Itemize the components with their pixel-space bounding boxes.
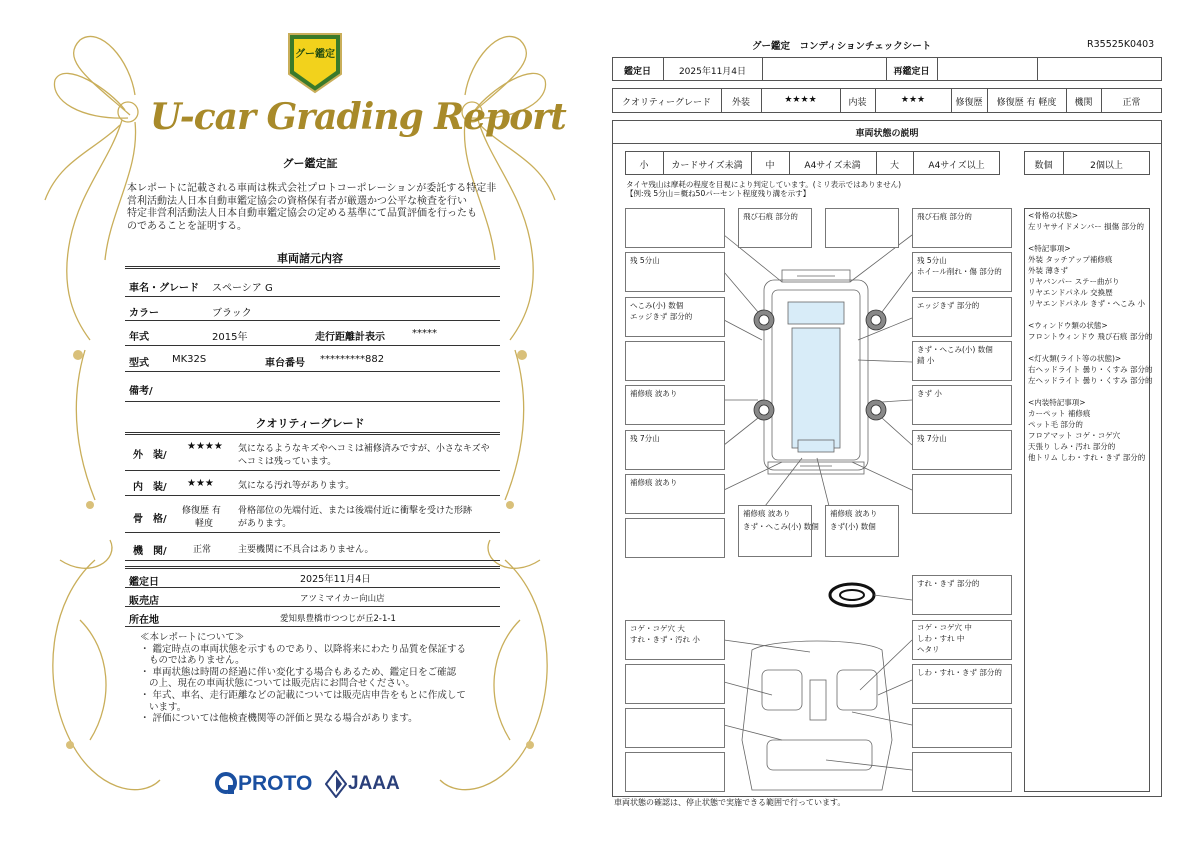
model-label: 型式 xyxy=(129,358,149,369)
appraisal-date-label: 鑑定日 xyxy=(129,577,159,588)
shop-value: アツミマイカー向山店 xyxy=(300,594,385,604)
shop-label: 販売店 xyxy=(129,596,159,607)
report-notes: ≪本レポートについて≫ ・ 鑑定時点の車両状態を示すものであり、以降将来にわたり品質を保証する ものではありません。 ・ 車両状態は時間の経過に伴い変化する場合もあるため、鑑定日をご確認 の上、現在の車両状態については販売店にお問合せください。 ・ 年式、車名、走行距離などの記載については販売店申告をもとに作成して います。 ・ 評価については他検査機関等の評価と異なる場合があります。 xyxy=(140,632,467,725)
color-label: カラー xyxy=(129,308,159,319)
engine-value: 正常 xyxy=(1122,98,1141,108)
jaaa-logo-icon xyxy=(325,770,347,798)
year-label: 年式 xyxy=(129,332,149,343)
mileage-value: ***** xyxy=(412,328,437,339)
color-value: ブラック xyxy=(212,308,252,319)
name-label: 車名・グレード xyxy=(129,283,199,294)
exterior-stars: ★★★★ xyxy=(187,441,223,452)
interior-stars: ★★★ xyxy=(187,478,214,489)
model-value: MK32S xyxy=(172,354,207,365)
tire-note: タイヤ残山は摩耗の程度を目視により判定しています。(ミリ表示ではありません) xyxy=(626,180,902,189)
interior-stars: ★★★ xyxy=(900,95,926,105)
proto-logo: PROTO xyxy=(238,772,313,795)
document-number: R35525K0403 xyxy=(1087,39,1155,50)
certificate-intro: 本レポートに記載される車両は株式会社プロトコーポレーションが委託する特定非 営利活動法人日本自動車鑑定協会の資格保有者が厳選かつ公平な検査を行い 特定非営利活動法人日本自動車鑑定協会の定める基準にて品質評価を行ったも のであることを証明する。 xyxy=(127,183,497,232)
exterior-label: 外 装/ xyxy=(133,450,167,461)
report-title: U-car Grading Report xyxy=(150,96,566,138)
repair-history-value: 修復歴 有 軽度 xyxy=(996,98,1057,108)
sheet-title: グー鑑定 コンディションチェックシート xyxy=(752,41,932,52)
specs-heading: 車両諸元内容 xyxy=(277,252,343,265)
chassis-value: *********882 xyxy=(320,354,385,365)
appraisal-date-label: 鑑定日 xyxy=(623,67,651,77)
state-heading: 車両状態の説明 xyxy=(855,129,919,139)
year-value: 2015年 xyxy=(212,332,248,343)
quality-grade-label: クオリティーグレード xyxy=(621,98,712,108)
engine-label: 機 関/ xyxy=(133,546,167,557)
goo-appraisal-logo xyxy=(285,30,345,96)
appraisal-date-value: 2025年11月4日 xyxy=(300,574,371,585)
frame-label: 骨 格/ xyxy=(133,514,167,525)
engine-value: 正常 xyxy=(193,545,212,555)
quality-heading: クオリティーグレード xyxy=(255,417,365,430)
mileage-label: 走行距離計表示 xyxy=(315,332,385,343)
address-value: 愛知県豊橋市つつじが丘2-1-1 xyxy=(280,614,396,624)
proto-logo-icon xyxy=(215,772,237,796)
interior-label: 内 装/ xyxy=(133,482,167,493)
jaaa-logo: JAAA xyxy=(348,773,400,794)
exterior-stars: ★★★★ xyxy=(784,95,817,105)
reappraisal-date-label: 再鑑定日 xyxy=(893,67,930,77)
logo-text: グー鑑定 xyxy=(295,49,335,60)
side-notes: <骨格の状態> 左リヤサイドメンバー 損傷 部分的 <特記事項> 外装 タッチアップ補修痕 外装 薄きず リヤバンパー ステー曲がり リヤエンドパネル 交換歴 リヤエンドパネル きず・へこみ 小 <ウィンドウ類の状態> フロントウィンドウ 飛び石痕 部分的 <灯火類(ライト等の状態)> 右ヘッドライト 曇り・くすみ 部分的 左ヘッドライト 曇り・くすみ 部分的 <内装特記事項> カーペット 補修痕 ペット毛 部分的 フロアマット コゲ・コゲ穴 天張り しみ・汚れ 部分的 他トリム しわ・すれ・きず 部分的 xyxy=(1028,211,1153,462)
grading-certificate: グー鑑定 U-car Grading Report グー鑑定証 本レポートに記載される車両は株式会社プロトコーポレーションが委託する特定非 営利活動法人日本自動車鑑定協会の資格保有者が厳選かつ公平な検査を行い 特定非営利活動法人日本自動車鑑定協会の定める基準にて品質評価を行ったも のであることを証明する。 車両諸元内容 車名・グレード スペーシア G カラー ブラック 年式 2015年 走行距離計表示 ***** 型式 MK32S 車台番号 *********882 備考/ クオリティーグレード 外 装/ ★★★★ 気になるようなキズやヘコミは補修済みですが、小さなキズや ヘコミは残っています。 内 装/ ★★★ 気になる汚れ等があります。 骨 格/ 修復歴 有 軽度 骨格部位の先端付近、または後端付近に衝撃を受けた形跡 があります。 機 関/ 正常 主要機関に不具合はありません。 鑑定日 2025年11月4日 販売店 アツミマイカー向山店 所在地 愛知県豊橋市つつじが丘2-1-1 ≪本レポートについて≫ ・ 鑑定時点の車両状態を示すものであり、以降将来にわたり品質を保証する ものではありません。 ・ 車両状態は時間の経過に伴い変化する場合もあるため、鑑定日をご確認 の上、現在の車両状態については販売店にお問合せください。 ・ 年式、車名、走行距離などの記載については販売店申告をもとに作成して います。 ・ 評価については他検査機関等の評価と異なる場合があります。 PROTO JAAA xyxy=(0,0,600,848)
appraisal-date-value: 2025年11月4日 xyxy=(678,67,747,77)
name-value: スペーシア G xyxy=(212,283,273,294)
chassis-label: 車台番号 xyxy=(265,358,305,369)
certificate-heading: グー鑑定証 xyxy=(282,157,338,170)
address-label: 所在地 xyxy=(129,615,159,626)
steering-note: すれ・きず 部分的 xyxy=(917,579,980,588)
remarks-label: 備考/ xyxy=(129,386,153,397)
footer-note: 車両状態の確認は、停止状態で実施できる範囲で行っています。 xyxy=(614,798,846,807)
